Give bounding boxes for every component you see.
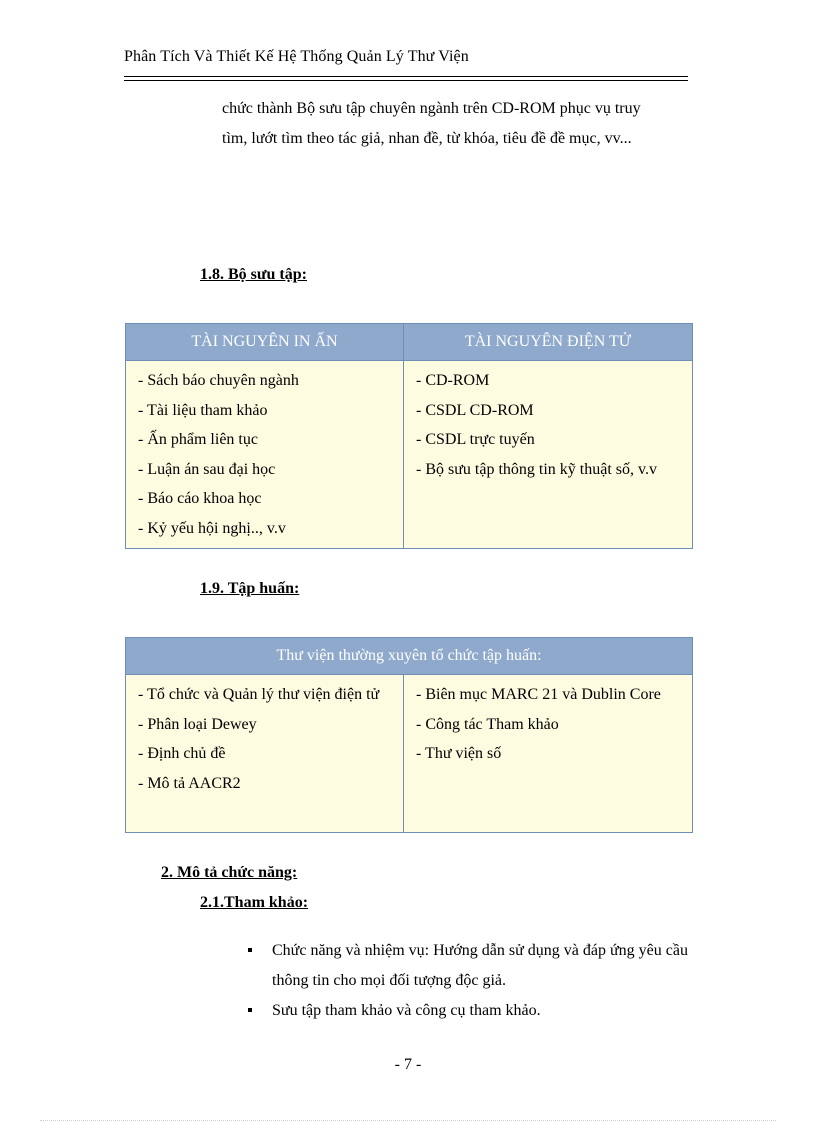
print-resources-cell: [126, 361, 404, 549]
header-divider: [124, 76, 688, 81]
list-item: - Tài liệu tham khảo: [138, 401, 268, 419]
list-item: - Công tác Tham khảo: [416, 715, 559, 733]
list-item: - Kỷ yếu hội nghị.., v.v: [138, 519, 286, 537]
list-item: - Mô tả AACR2: [138, 774, 241, 792]
training-table: [125, 637, 693, 833]
training-header: Thư viện thường xuyên tổ chức tập huấn:: [126, 638, 693, 675]
section-1-8-heading: 1.8. Bộ sưu tập:: [200, 266, 307, 283]
list-item: - Bộ sưu tập thông tin kỹ thuật số, v.v: [416, 460, 657, 478]
collection-table: [125, 323, 693, 549]
page-bottom-divider: [40, 1120, 776, 1121]
bullet-item: [242, 936, 688, 996]
list-item: - Thư viện số: [416, 745, 502, 763]
bullet-item: [242, 996, 688, 1026]
list-item: - Tổ chức và Quản lý thư viện điện tử: [138, 686, 380, 703]
list-item: - CD-ROM: [416, 372, 490, 389]
section-1-9-heading: 1.9. Tập huấn:: [200, 580, 300, 597]
print-resources-header: TÀI NGUYÊN IN ẤN: [126, 324, 404, 361]
list-item: - Báo cáo khoa học: [138, 490, 262, 508]
page-number: - 7 -: [394, 1056, 422, 1073]
training-right-cell: [404, 675, 693, 833]
electronic-resources-cell: [404, 361, 693, 549]
list-item: - Biên mục MARC 21 và Dublin Core: [416, 686, 661, 703]
header-title: Phân Tích Và Thiết Kế Hệ Thống Quản Lý Thư Viện: [124, 48, 469, 65]
list-item: - Luận án sau đại học: [138, 460, 276, 478]
list-item: - CSDL trực tuyến: [416, 431, 535, 449]
list-item: - Định chủ đề: [138, 745, 226, 763]
section-2-heading: 2. Mô tả chức năng:: [161, 864, 298, 881]
table-row: [126, 675, 693, 833]
table-header-row: [126, 324, 693, 361]
intro-line: tìm, lướt tìm theo tác giả, nhan đề, từ khóa, tiêu đề đề mục, vv...: [222, 130, 632, 147]
intro-line: chức thành Bộ sưu tập chuyên ngành trên CD-ROM phục vụ truy: [222, 100, 641, 117]
training-left-cell: [126, 675, 404, 833]
list-item: - CSDL CD-ROM: [416, 401, 534, 419]
section-2-1-heading: 2.1.Tham khảo:: [200, 894, 309, 911]
list-item: - Ấn phẩm liên tục: [138, 431, 258, 449]
bullet-square-icon: [248, 948, 252, 952]
bullet-square-icon: [248, 1008, 252, 1012]
electronic-resources-header: TÀI NGUYÊN ĐIỆN TỬ: [404, 324, 693, 361]
list-item: - Sách báo chuyên ngành: [138, 372, 299, 389]
table-row: [126, 361, 693, 549]
intro-paragraph: [222, 94, 688, 154]
bullet-text: Sưu tập tham khảo và công cụ tham khảo.: [272, 1002, 541, 1019]
bullet-text: Chức năng và nhiệm vụ: Hướng dẫn sử dụng và đáp ứng yêu cầu thông tin cho mọi đối tượng độc giả.: [272, 942, 688, 989]
reference-bullet-list: [242, 936, 688, 1026]
table-header-row: [126, 638, 693, 675]
list-item: - Phân loại Dewey: [138, 715, 257, 733]
